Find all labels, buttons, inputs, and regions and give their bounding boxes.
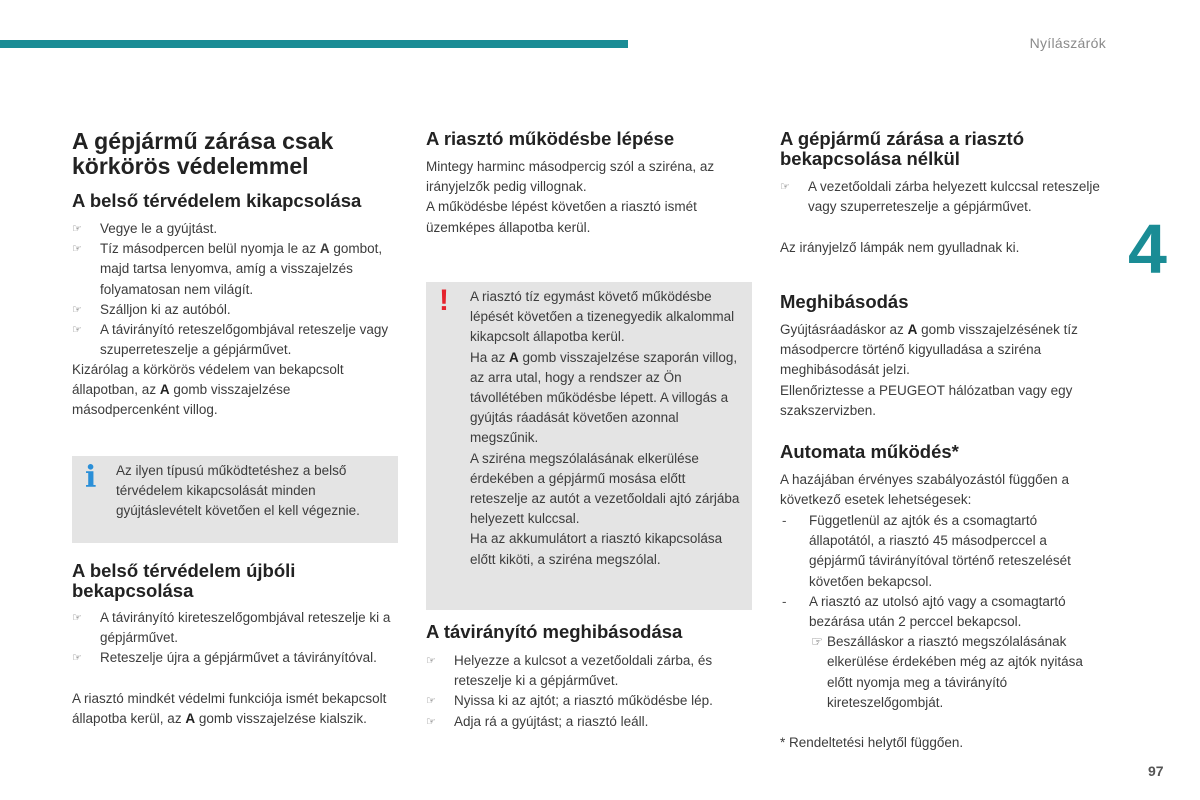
lock-without-steps: [780, 177, 1100, 217]
info-box: [72, 456, 398, 543]
list-item: ☞ A távirányító reteszelőgombjával reteszelje vagy szuperreteszelje a gépjárművet.: [72, 322, 389, 358]
info-icon: i: [85, 460, 97, 495]
heading-reactivate: A belső térvédelem újbóli bekapcsolása: [72, 560, 296, 601]
list-item: ☞ Nyissa ki az ajtót; a riasztó működésbe lép.: [426, 691, 752, 711]
dash-marker: -: [782, 593, 787, 609]
footnote: * Rendeltetési helytől függően.: [780, 735, 964, 750]
lock-without-note: Az irányjelző lámpák nem gyulladnak ki.: [780, 240, 1020, 255]
chapter-number: 4: [1128, 210, 1167, 288]
list-item: ☞ A távirányító kireteszelőgombjával reteszelje ki a gépjárművet.: [72, 610, 391, 646]
deactivate-note: Kizárólag a körkörös védelem van bekapcsolt állapotban, az A gomb visszajelzése másodpercenként villog.: [72, 362, 344, 418]
heading-remote-fault: A távirányító meghibásodása: [426, 621, 683, 642]
warning-icon: !: [439, 284, 449, 317]
list-item: - Függetlenül az ajtók és a csomagtartó állapotától, a riasztó 45 másodperccel a gépjármű távirányítóval történő reteszelését követően bekapcsol.: [782, 513, 1071, 589]
hand-pointer-icon: ☞: [72, 223, 82, 235]
heading-deactivate: A belső térvédelem kikapcsolása: [72, 190, 362, 211]
warning-paragraph: A sziréna megszólalásának elkerülése érdekében a gépjármű mosása előtt reteszelje az autót a vezetőoldali ajtó zárjába helyezett kulccsal.: [470, 450, 740, 527]
hand-pointer-icon: ☞: [72, 324, 82, 337]
trigger-text: Mintegy harminc másodpercig szól a sziréna, az irányjelzők pedig villognak. A működésbe lépést követően a riasztó ismét üzemképes állapotba kerül.: [426, 159, 715, 235]
info-text: Az ilyen típusú működtetéshez a belső térvédelem kikapcsolását minden gyújtáslevételt követően el kell végeznie.: [116, 463, 360, 519]
heading-trigger: A riasztó működésbe lépése: [426, 128, 675, 149]
list-item: ☞ Szálljon ki az autóból.: [72, 300, 398, 320]
warning-paragraph: Ha az A gomb visszajelzése szaporán villog, az arra utal, hogy a rendszer az Ön távollétében működésbe lépett. A villogás a gyújtás ráadását követően azonnal megszűnik.: [470, 349, 738, 446]
dash-marker: -: [782, 513, 787, 528]
list-item: ☞ Tíz másodpercen belül nyomja le az A gombot, majd tartsa lenyomva, amíg a visszajelzés folyamatosan nem világít.: [72, 241, 383, 297]
sub-list-item: ☞ Beszálláskor a riasztó megszólalásának elkerülése érdekében még az ajtók nyitása előtt nyomja meg a távirányító kireteszelőgombját.: [811, 634, 1083, 710]
automatic-cases: [780, 511, 1106, 713]
list-item: ☞ Adja rá a gyújtást; a riasztó leáll.: [426, 712, 752, 732]
hand-pointer-icon: ☞: [72, 303, 82, 316]
section-name: Nyílászárók: [1029, 35, 1106, 51]
fault-text: Gyújtásráadáskor az A gomb visszajelzésének tíz másodpercre történő kigyulladása a sziréna meghibásodását jelzi. Ellenőriztesse a PEUGEOT hálózatban vagy egy szakszervizben.: [780, 322, 1078, 418]
automatic-intro: A hazájában érvényes szabályozástól függően a következő esetek lehetségesek:: [780, 472, 1069, 508]
hand-pointer-icon: ☞: [780, 181, 790, 193]
hand-pointer-icon: ☞: [426, 695, 436, 708]
reactivate-note: A riasztó mindkét védelmi funkciója ismét bekapcsolt állapotba kerül, az A gomb visszajelzése kialszik.: [72, 691, 387, 727]
warning-box: [426, 282, 752, 610]
list-item: ☞ Helyezze a kulcsot a vezetőoldali zárba, és reteszelje ki a gépjárművet.: [426, 653, 713, 689]
list-item: ☞ Vegye le a gyújtást.: [72, 219, 398, 239]
list-item: ☞ A vezetőoldali zárba helyezett kulccsal reteszelje vagy szuperreteszelje a gépjárművet.: [780, 179, 1100, 215]
hand-pointer-icon: ☞: [426, 655, 436, 667]
list-item: ☞ Reteszelje újra a gépjárművet a távirányítóval.: [72, 648, 398, 668]
top-accent-bar: [0, 40, 628, 48]
warning-paragraph: A riasztó tíz egymást követő működésbe lépését követően a tizenegyedik alkalommal kikapcsolt állapotba kerül.: [470, 289, 735, 345]
hand-pointer-icon: ☞: [72, 612, 82, 624]
reactivate-steps: [72, 608, 398, 669]
page-number: 97: [1148, 763, 1164, 779]
heading-automatic: Automata működés*: [780, 441, 959, 462]
remote-fault-steps: [426, 651, 752, 732]
hand-pointer-icon: ☞: [811, 634, 824, 650]
heading-fault: Meghibásodás: [780, 291, 909, 312]
heading-lock-without-alarm: A gépjármű zárása a riasztó bekapcsolása nélkül: [780, 128, 1025, 169]
deactivate-steps: [72, 219, 398, 360]
page-title: A gépjármű zárása csak körkörös védelemmel: [72, 128, 334, 179]
warning-paragraph: Ha az akkumulátort a riasztó kikapcsolása előtt kiköti, a sziréna megszólal.: [470, 531, 723, 567]
hand-pointer-icon: ☞: [72, 652, 82, 665]
warning-text: [470, 287, 740, 570]
list-item: - A riasztó az utolsó ajtó vagy a csomagtartó bezárása után 2 perccel bekapcsol. ☞ Beszálláskor a riasztó megszólalásának elkerülése érdekében még az ajtók nyitása előtt nyomja meg a távirányító kireteszelőgombját.: [780, 592, 1106, 713]
hand-pointer-icon: ☞: [426, 715, 436, 728]
hand-pointer-icon: ☞: [72, 243, 82, 256]
